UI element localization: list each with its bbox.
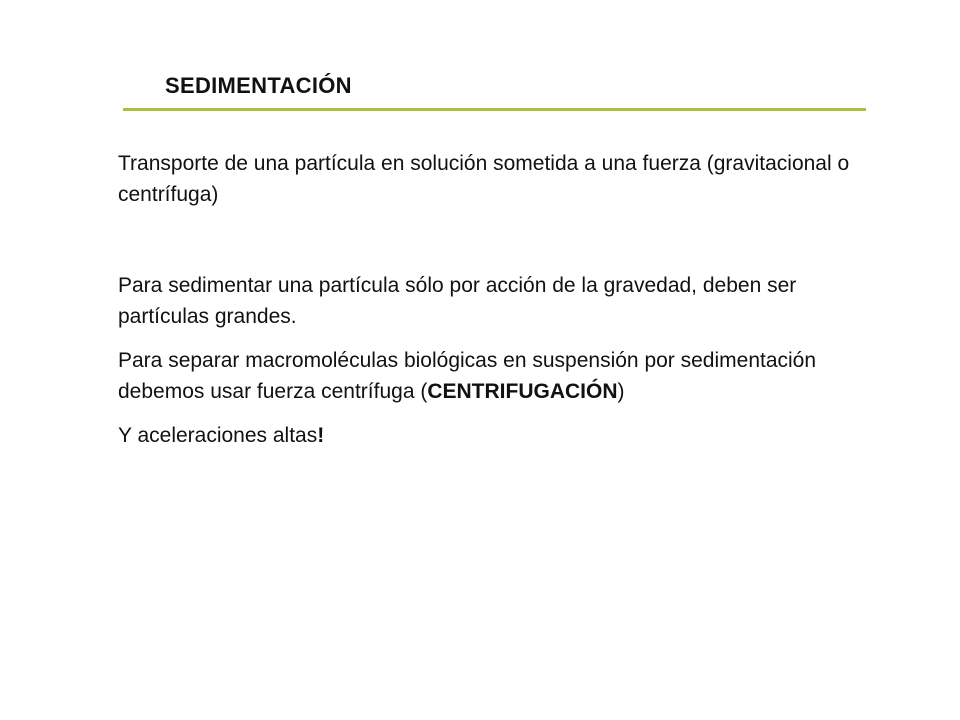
paragraph-centrifugation-text: Para separar macromoléculas biológicas en suspensión por sedimentación debemos usar fuerza centrífuga ( [118,349,817,403]
paragraph-acceleration-text: Y aceleraciones altas [118,424,318,447]
paragraph-centrifugation [118,345,878,407]
exclamation-mark: ! [317,424,325,447]
paragraph-centrifugation-close: ) [617,380,625,403]
slide-body [118,148,878,451]
paragraph-definition: Transporte de una partícula en solución sometida a una fuerza (gravitacional o centrífuga) [118,152,850,206]
title-underline [123,108,866,111]
paragraph-gravity: Para sedimentar una partícula sólo por acción de la gravedad, deben ser partículas grandes. [118,274,797,328]
paragraph-acceleration [118,420,878,451]
slide-title: SEDIMENTACIÓN [165,73,352,98]
centrifugation-term: CENTRIFUGACIÓN [427,380,618,403]
